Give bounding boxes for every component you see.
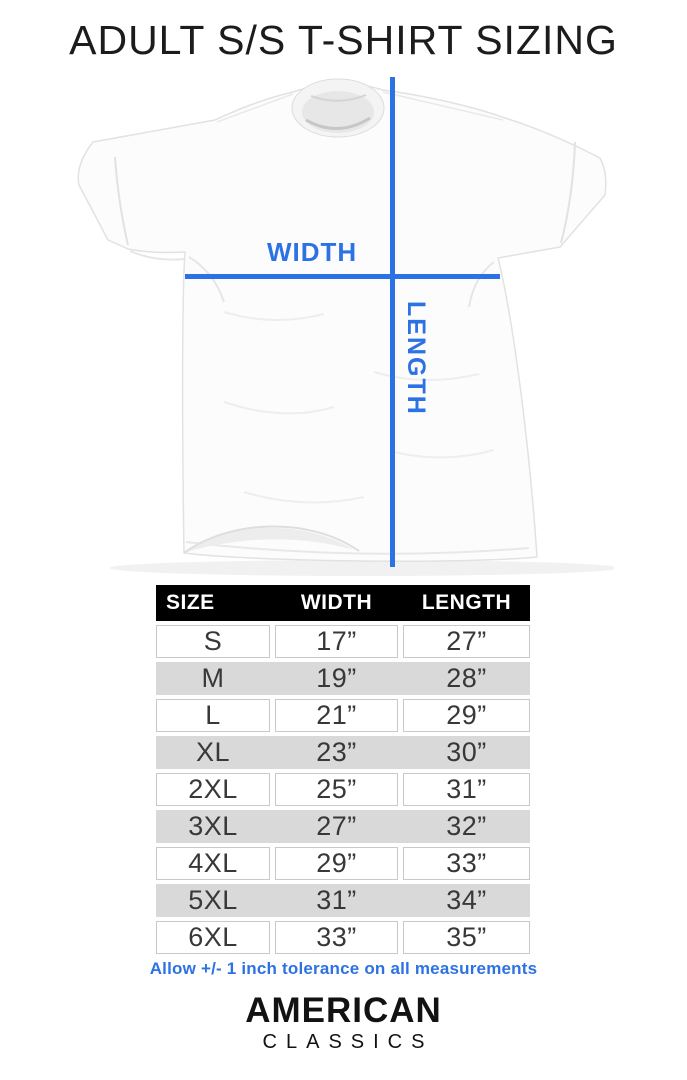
column-header-width: WIDTH [300,591,373,614]
cell-width: 21” [275,699,398,732]
cell-width: 33” [275,921,398,954]
brand-name-primary: AMERICAN [245,991,442,1030]
tshirt-illustration [74,72,614,582]
size-table-header [156,585,530,621]
cell-width: 19” [275,662,398,695]
column-header-length: LENGTH [421,591,512,614]
length-label: LENGTH [402,301,430,416]
cell-length: 35” [403,921,530,954]
cell-size: S [156,625,270,658]
cell-size: L [156,699,270,732]
cell-length: 27” [403,625,530,658]
cell-size: 2XL [156,773,270,806]
table-row [156,662,530,695]
table-row [156,773,530,806]
cell-size: 3XL [156,810,270,843]
shirt-body [78,83,606,561]
brand-logo [0,992,687,1053]
table-row [156,699,530,732]
tolerance-note: Allow +/- 1 inch tolerance on all measurements [149,959,538,978]
column-header-size: SIZE [166,591,215,614]
cell-size: 6XL [156,921,270,954]
cell-width: 29” [275,847,398,880]
table-row [156,847,530,880]
table-row [156,810,530,843]
length-measure-line [390,77,395,567]
width-label: WIDTH [267,237,358,267]
size-table [156,585,530,954]
cell-size: M [156,662,270,695]
cell-length: 32” [403,810,530,843]
cell-width: 27” [275,810,398,843]
cell-size: 5XL [156,884,270,917]
brand-name-secondary: CLASSICS [262,1031,434,1053]
cell-width: 31” [275,884,398,917]
cell-length: 31” [403,773,530,806]
size-table-body [156,625,530,954]
width-measure-line [185,274,500,279]
shirt-collar [292,79,384,137]
cell-size: XL [156,736,270,769]
table-row [156,884,530,917]
shirt-shadow [109,560,614,576]
table-row [156,921,530,954]
cell-length: 30” [403,736,530,769]
cell-width: 23” [275,736,398,769]
cell-length: 34” [403,884,530,917]
cell-size: 4XL [156,847,270,880]
cell-width: 25” [275,773,398,806]
cell-length: 33” [403,847,530,880]
page-title: ADULT S/S T-SHIRT SIZING [69,17,618,63]
cell-length: 28” [403,662,530,695]
table-row [156,736,530,769]
cell-length: 29” [403,699,530,732]
cell-width: 17” [275,625,398,658]
table-row [156,625,530,658]
